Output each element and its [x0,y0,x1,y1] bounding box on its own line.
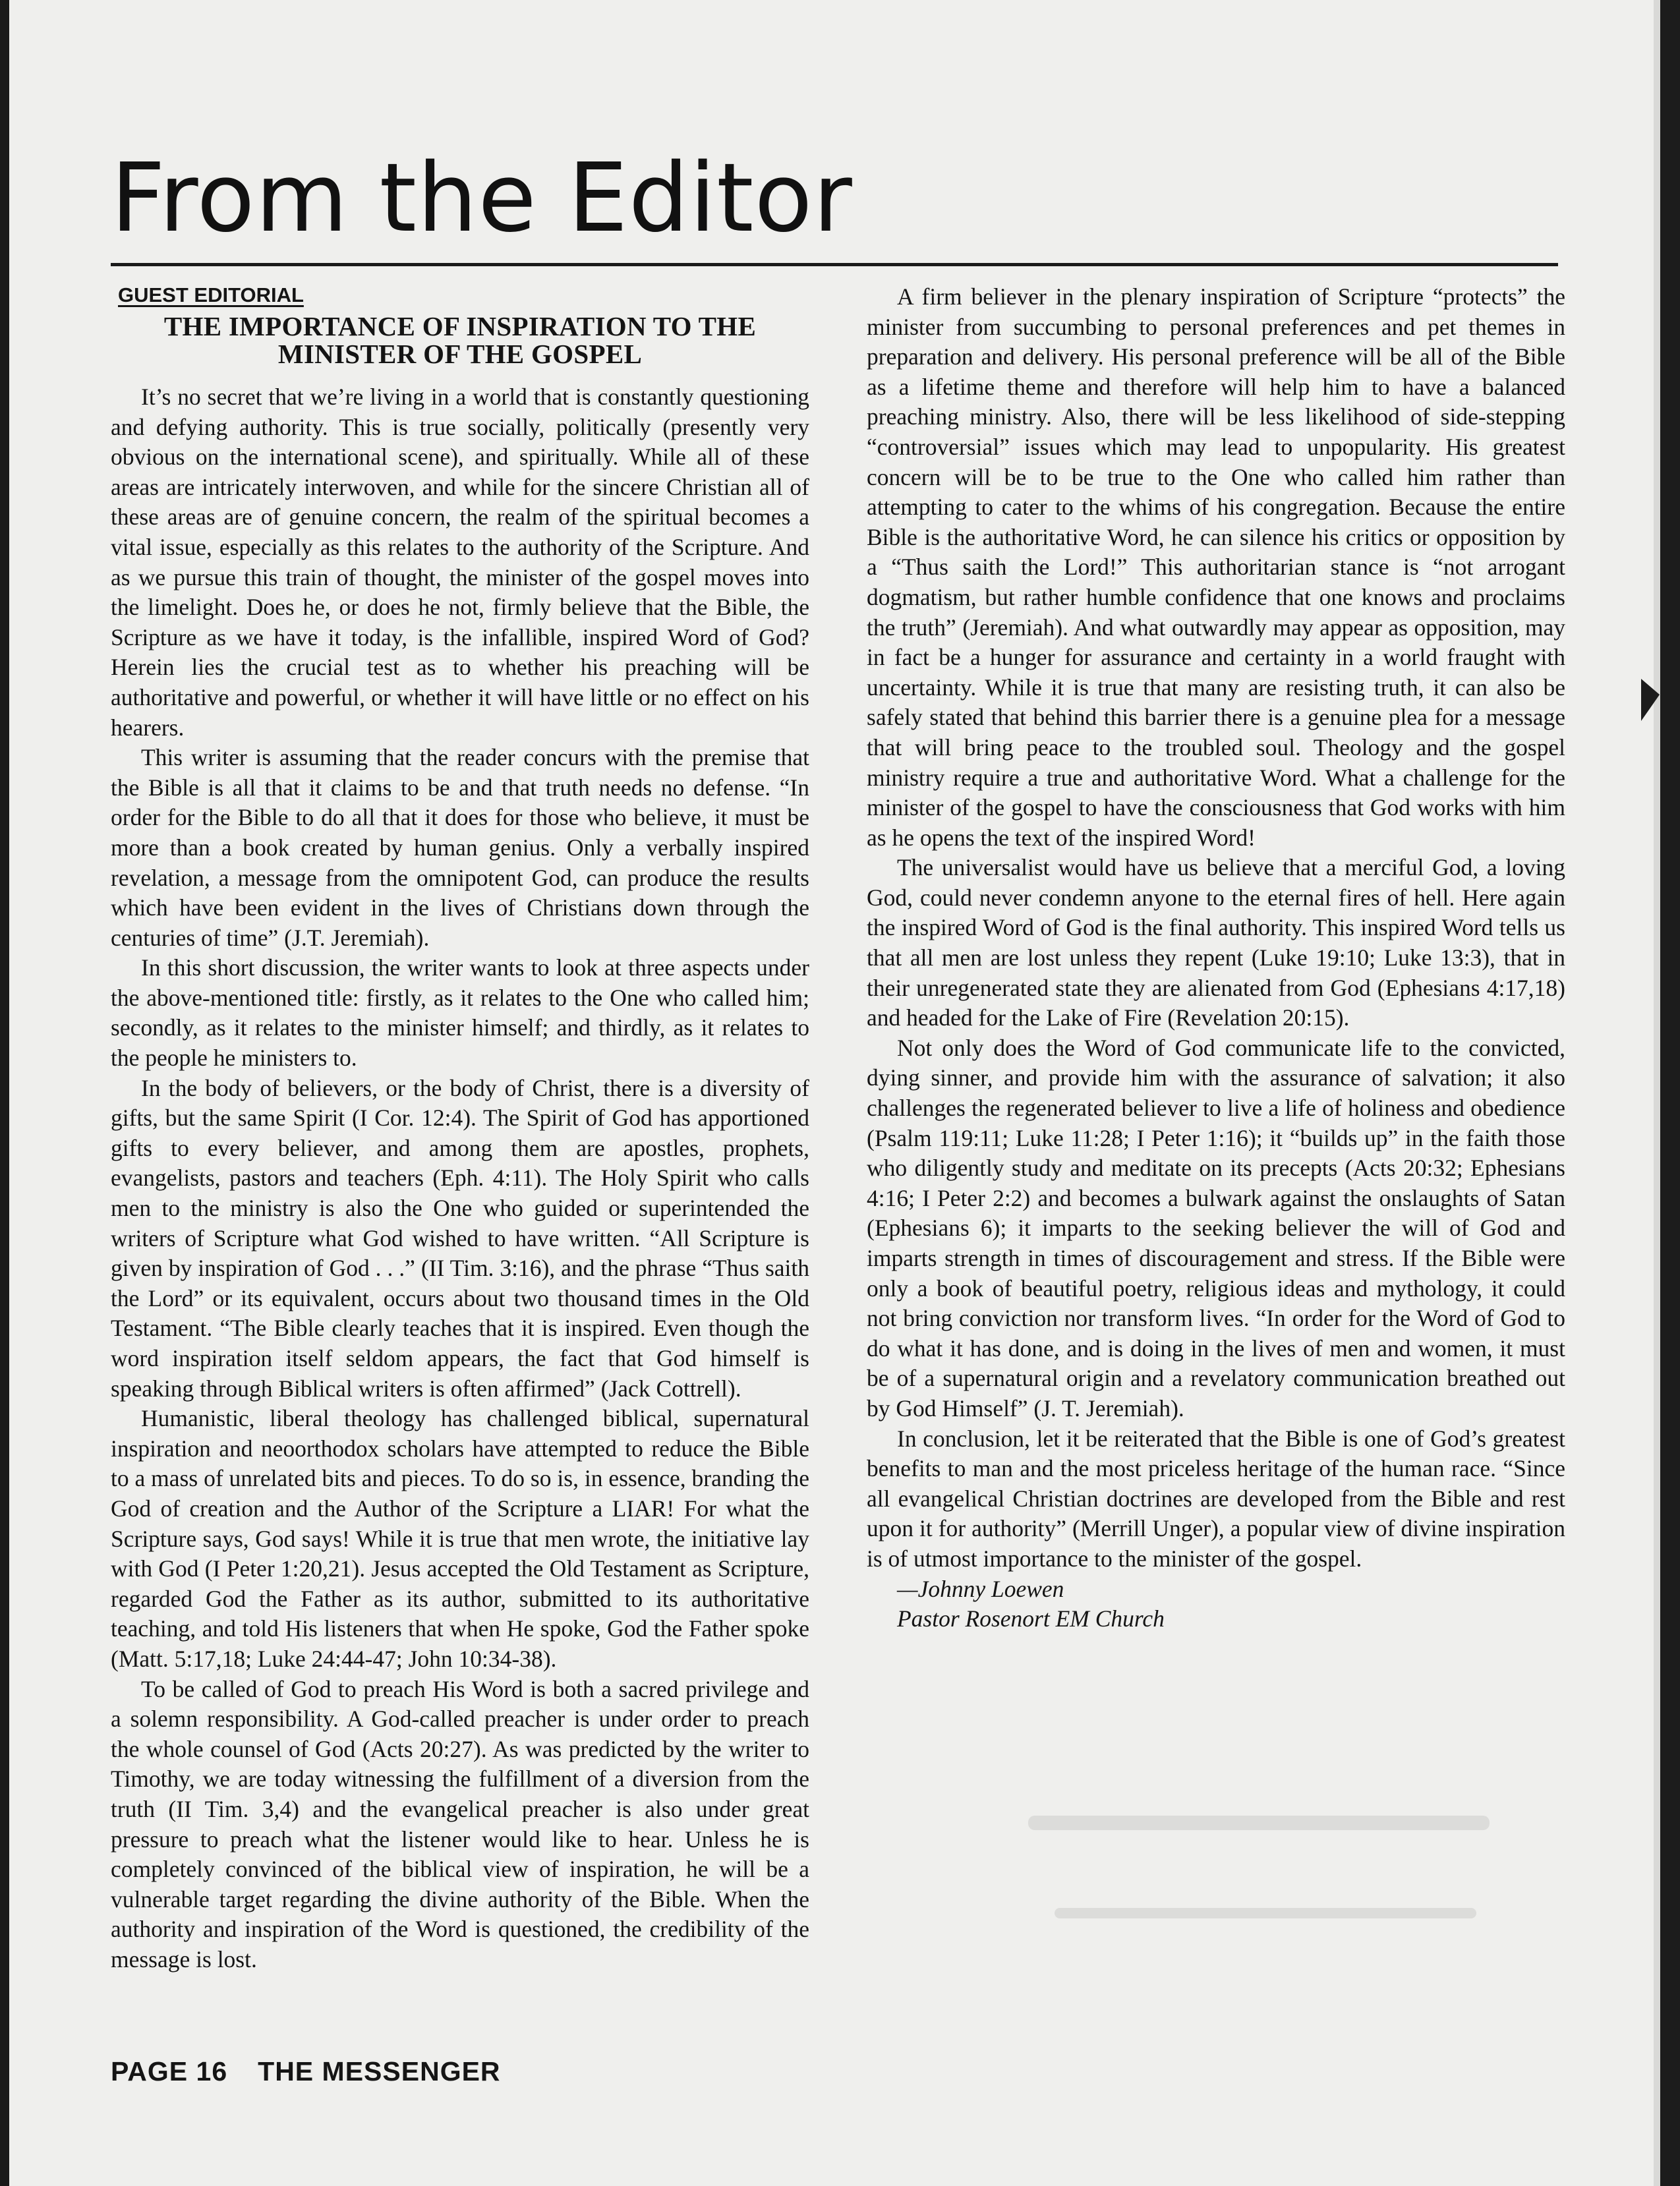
scan-border-left [0,0,9,2186]
article-paragraph: To be called of God to preach His Word is both a sacred privilege and a solemn responsibility. A God-called preacher is under order to preach the whole counsel of God (Acts 20:27). As was predicted by the writer to Timothy, we are today witnessing the fulfillment of a diversion from the truth (II Tim. 3,4) and the evangelical preacher is also under great pressure to preach what the listener would like to hear. Unless he is completely convinced of the biblical view of inspiration, he will be a vulnerable target regarding the divine authority of the Bible. When the authority and inspiration of the Word is questioned, the credibility of the message is lost. [111,1675,809,1972]
article-paragraph: It’s no secret that we’re living in a world that is constantly questioning and defying authority. This is true socially, politically (presently very obvious on the international scene), and spiritually. While all of these areas are intricately interwoven, and while for the sincere Christian all of these areas are of genuine concern, the realm of the spiritual becomes a vital issue, especially as this relates to the authority of the Scripture. And as we pursue this train of thought, the minister of the gospel moves into the limelight. Does he, or does he not, firmly believe that the Bible, the Scripture as we have it today, is the infallible, inspired Word of God? Herein lies the crucial test as to whether his preaching will be authoritative and powerful, or whether it will have little or no effect on his hearers. [111,384,809,741]
page-title: From the Editor [111,142,853,253]
article-paragraph: The universalist would have us believe that a merciful God, a loving God, could never condemn anyone to the eternal fires of hell. Here again the inspired Word of God is the final authority. This inspired Word tells us that all men are lost unless they repent (Luke 19:10; Luke 13:3), that in their unregenerated state they are alienated from God (Ephesians 4:17,18) and headed for the Lake of Fire (Revelation 20:15). [867,854,1565,1031]
article-paragraph: In the body of believers, or the body of Christ, there is a diversity of gifts, but the same Spirit (I Cor. 12:4). The Spirit of God has apportioned gifts to every believer, and among them are apostles, prophets, evangelists, pastors and teachers (Eph. 4:11). The Holy Spirit who calls men to the ministry is also the One who guided or superintended the writers of Scripture what God wished to have written. “All Scripture is given by inspiration of God . . .” (II Tim. 3:16), and the phrase “Thus saith the Lord” or its equivalent, occurs about two thousand times in the Old Testament. “The Bible clearly teaches that it is inspired. Even though the word inspiration itself seldom appears, the fact that God himself is speaking through Biblical writers is often affirmed” (Jack Cottrell). [111,1074,809,1402]
scan-tab-mark [1641,679,1660,721]
section-kicker: GUEST EDITORIAL [118,283,304,306]
page-number: PAGE 16 [111,2056,228,2086]
title-rule [111,263,1558,266]
article-paragraph: In this short discussion, the writer wants to look at three aspects under the above-mentioned title: firstly, as it relates to the One who called him; secondly, as it relates to the minister himself; and thirdly, as it relates to the people he ministers to. [111,954,809,1072]
author-role: Pastor Rosenort EM Church [897,1605,1165,1632]
article-paragraph: Humanistic, liberal theology has challenged biblical, supernatural inspiration and neoorthodox scholars have attempted to reduce the Bible to a mass of unrelated bits and pieces. To do so is, in essence, branding the God of creation and the Author of the Scripture a LIAR! For what the Scripture says, God says! While it is true that men wrote, the initiative lay with God (I Peter 1:20,21). Jesus accepted the Old Testament as Scripture, regarded God the Father as its author, submitted to its authoritative teaching, and told His listeners that when He spoke, God the Father spoke (Matt. 5:17,18; Luke 24:44-47; John 10:34-38). [111,1405,809,1672]
scan-smudge [1028,1816,1490,1830]
publication-name: THE MESSENGER [258,2056,501,2086]
scan-border-right-edge [1654,0,1660,2186]
scan-border-right [1660,0,1680,2186]
article-paragraph: Not only does the Word of God communicate life to the convicted, dying sinner, and provide him with the assurance of salvation; it also challenges the regenerated believer to live a life of holiness and obedience (Psalm 119:11; Luke 11:28; I Peter 1:16); it “builds up” in the faith those who diligently study and meditate on its precepts (Acts 20:32; Ephesians 4:16; I Peter 2:2) and becomes a bulwark against the onslaughts of Satan (Ephesians 6); it imparts to the seeking believer the will of God and imparts strength in times of discouragement and stress. If the Bible were only a book of beautiful poetry, religious ideas and mythology, it could not bring conviction nor transform lives. “In order for the Word of God to do what it has done, and is doing in the lives of men and women, it must be of a supernatural origin and a revelatory communication breathed out by God Himself” (J. T. Jeremiah). [867,1034,1565,1422]
author-name: —Johnny Loewen [897,1575,1064,1602]
article-paragraph: In conclusion, let it be reiterated that the Bible is one of God’s greatest benefits to man and the most priceless heritage of the human race. “Since all evangelical Christian doctrines are developed from the Bible and rest upon it for authority” (Merrill Unger), a popular view of divine inspiration is of utmost importance to the minister of the gospel. [867,1425,1565,1572]
article-paragraph: This writer is assuming that the reader concurs with the premise that the Bible is all that it claims to be and that truth needs no defense. “In order for the Bible to do all that it does for those who believe, it must be more than a book created by human genius. Only a verbally inspired revelation, a message from the omnipotent God, can produce the results which have been evident in the lives of Christians down through the centuries of time” (J.T. Jeremiah). [111,744,809,951]
page-footer [111,2056,501,2087]
article-paragraph: A firm believer in the plenary inspiration of Scripture “protects” the minister from succumbing to personal preferences and pet themes in preparation and delivery. His personal preference will be all of the Bible as a lifetime theme and therefore will help him to have a balanced preaching ministry. Also, there will be less likelihood of side-stepping “controversial” issues which may lead to unpopularity. His greatest concern will be to be true to the One who called him rather than attempting to cater to the whims of his congregation. Because the entire Bible is the authoritative Word, he can silence his critics or opposition by a “Thus saith the Lord!” This authoritarian stance is “not arrogant dogmatism, but rather humble confidence that one knows and proclaims the truth” (Jeremiah). And what outwardly may appear as opposition, may in fact be a hunger for assurance and certainty in a world fraught with uncertainty. While it is true that many are resisting truth, it can also be safely stated that behind this barrier there is a genuine plea for a message that will bring peace to the troubled soul. Theology and the gospel ministry require a true and authoritative Word. What a challenge for the minister of the gospel to have the consciousness that God works with him as he opens the text of the inspired Word! [867,283,1565,851]
scan-smudge [1055,1908,1476,1918]
article-headline: THE IMPORTANCE OF INSPIRATION TO THE MINISTER OF THE GOSPEL [163,311,757,369]
article-column-right [867,282,1565,1634]
article-column-left [111,282,809,1974]
